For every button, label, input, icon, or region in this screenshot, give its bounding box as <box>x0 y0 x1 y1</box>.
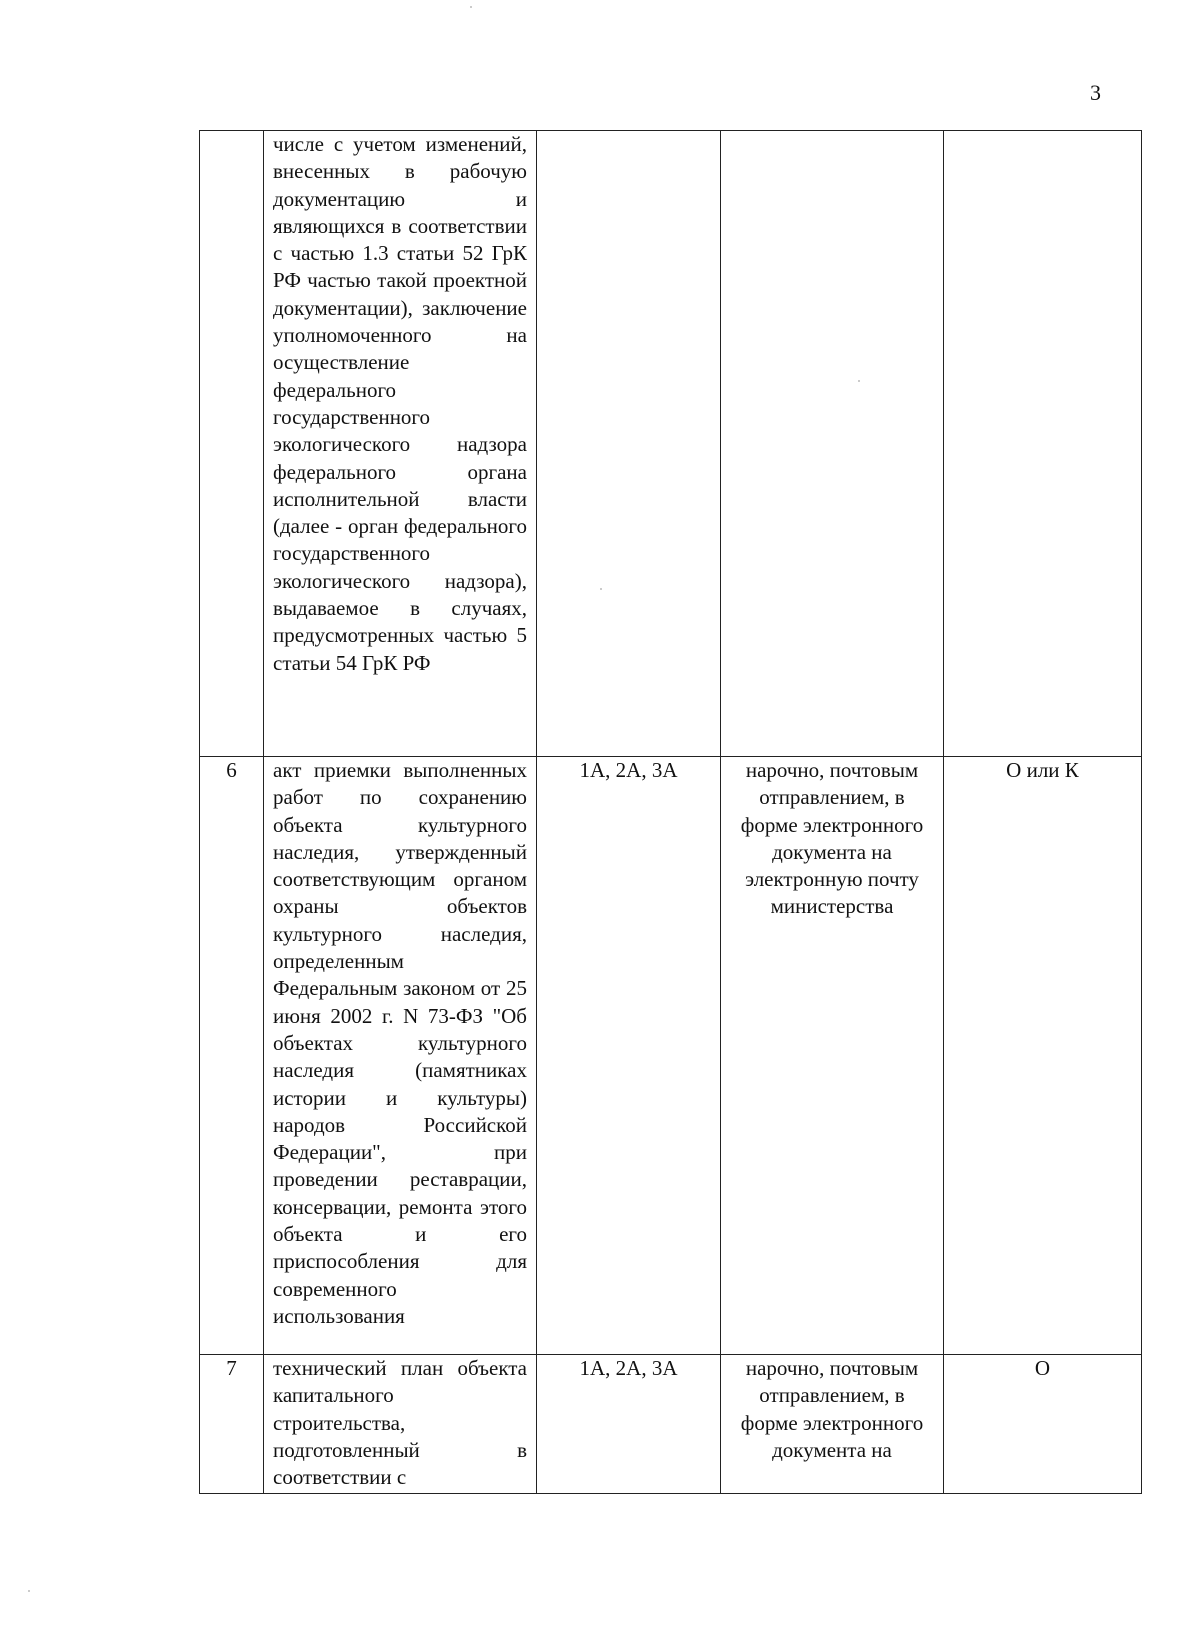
scan-speck <box>600 588 602 590</box>
document-text: технический план объекта капитального строительства, подготовленный в соответствии с <box>273 1356 527 1490</box>
applicant-category: 1А, 2А, 3А <box>537 1355 721 1494</box>
document-text: акт приемки выполненных работ по сохранению объекта культурного наследия, утвержденный соответствующим органом охраны объектов культурного наследия, определенным Федеральным законом от 25 июня 2002 г. N 73-ФЗ "Об объектах культурного наследия (памятниках истории и культуры) народов Российской Федерации", при проведении реставрации, консервации, ремонта этого объекта и его приспособления для современного использования <box>273 758 527 1328</box>
scan-speck <box>858 380 860 382</box>
table-row <box>200 131 1142 757</box>
document-description <box>264 757 537 1355</box>
document-form: О <box>944 1355 1142 1494</box>
scan-speck <box>470 6 472 8</box>
submission-method <box>721 131 944 757</box>
document-text: числе с учетом изменений, внесенных в рабочую документацию и являющихся в соответствии с частью 1.3 статьи 52 ГрК РФ частью такой проектной документации), заключение уполномоченного на осуществление федерального государственного экологического надзора федерального органа исполнительной власти (далее - орган федерального государственного экологического надзора), выдаваемое в случаях, предусмотренных частью 5 статьи 54 ГрК РФ <box>273 132 527 675</box>
scan-speck <box>28 1590 30 1592</box>
document-description <box>264 1355 537 1494</box>
document-form <box>944 131 1142 757</box>
row-number <box>200 131 264 757</box>
document-description <box>264 131 537 757</box>
row-number: 6 <box>200 757 264 1355</box>
submission-method: нарочно, почтовым отправлением, в форме электронного документа на электронную почту министерства <box>721 757 944 1355</box>
table-row <box>200 757 1142 1355</box>
applicant-category: 1А, 2А, 3А <box>537 757 721 1355</box>
row-number: 7 <box>200 1355 264 1494</box>
page-number: 3 <box>1090 80 1101 105</box>
documents-table <box>199 130 1142 1494</box>
document-form: О или К <box>944 757 1142 1355</box>
applicant-category <box>537 131 721 757</box>
submission-method: нарочно, почтовым отправлением, в форме электронного документа на <box>721 1355 944 1494</box>
table-row <box>200 1355 1142 1494</box>
